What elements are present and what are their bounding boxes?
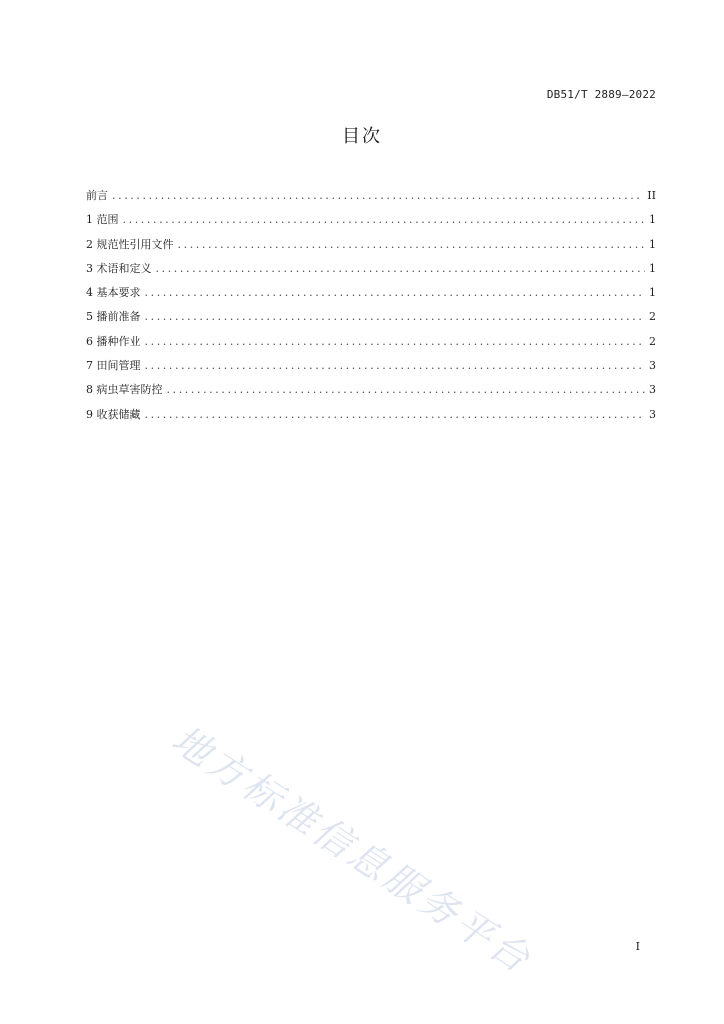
toc-entry-page: 1 (649, 213, 656, 227)
toc-entry-pest-control[interactable] (86, 378, 656, 402)
toc-entry-label: 8 病虫草害防控 (86, 383, 163, 397)
toc-entry-page: 1 (649, 286, 656, 300)
toc-entry-label: 4 基本要求 (86, 286, 141, 300)
toc-entry-page: 2 (649, 334, 656, 348)
page-number: I (635, 940, 640, 953)
toc-dot-leader (123, 208, 646, 232)
toc-entry-harvest-storage[interactable] (86, 403, 656, 427)
toc-entry-page: 2 (649, 310, 656, 324)
toc-entry-label: 6 播种作业 (86, 334, 141, 348)
watermark-text: 地方标准信息服务平台 (164, 716, 541, 983)
toc-entry-basic-requirements[interactable] (86, 281, 656, 305)
document-code: DB51/T 2889—2022 (546, 88, 656, 101)
table-of-contents (86, 184, 656, 427)
toc-entry-field-management[interactable] (86, 354, 656, 378)
toc-entry-label: 3 术语和定义 (86, 261, 152, 275)
toc-entry-page: II (647, 189, 656, 202)
toc-entry-label: 7 田间管理 (86, 359, 141, 373)
toc-entry-page: 1 (649, 237, 656, 251)
toc-dot-leader (145, 403, 646, 427)
toc-entry-label: 前言 (86, 189, 108, 202)
toc-entry-sowing-operation[interactable] (86, 330, 656, 354)
toc-entry-normative-references[interactable] (86, 233, 656, 257)
toc-dot-leader (145, 281, 646, 305)
toc-entry-page: 3 (649, 407, 656, 421)
toc-entry-foreword[interactable] (86, 184, 656, 208)
toc-entry-scope[interactable] (86, 208, 656, 232)
toc-entry-terms-definitions[interactable] (86, 257, 656, 281)
toc-entry-page: 1 (649, 261, 656, 275)
toc-entry-label: 9 收获储藏 (86, 407, 141, 421)
toc-dot-leader (145, 330, 646, 354)
toc-entry-label: 2 规范性引用文件 (86, 237, 174, 251)
toc-dot-leader (145, 354, 646, 378)
page-title: 目次 (342, 126, 382, 147)
toc-entry-label: 5 播前准备 (86, 310, 141, 324)
toc-dot-leader (178, 233, 646, 257)
toc-dot-leader (112, 184, 643, 208)
toc-dot-leader (156, 257, 646, 281)
toc-entry-pre-sowing[interactable] (86, 305, 656, 329)
toc-entry-page: 3 (649, 383, 656, 397)
toc-dot-leader (167, 378, 646, 402)
toc-entry-label: 1 范围 (86, 213, 119, 227)
toc-dot-leader (145, 305, 646, 329)
toc-entry-page: 3 (649, 359, 656, 373)
